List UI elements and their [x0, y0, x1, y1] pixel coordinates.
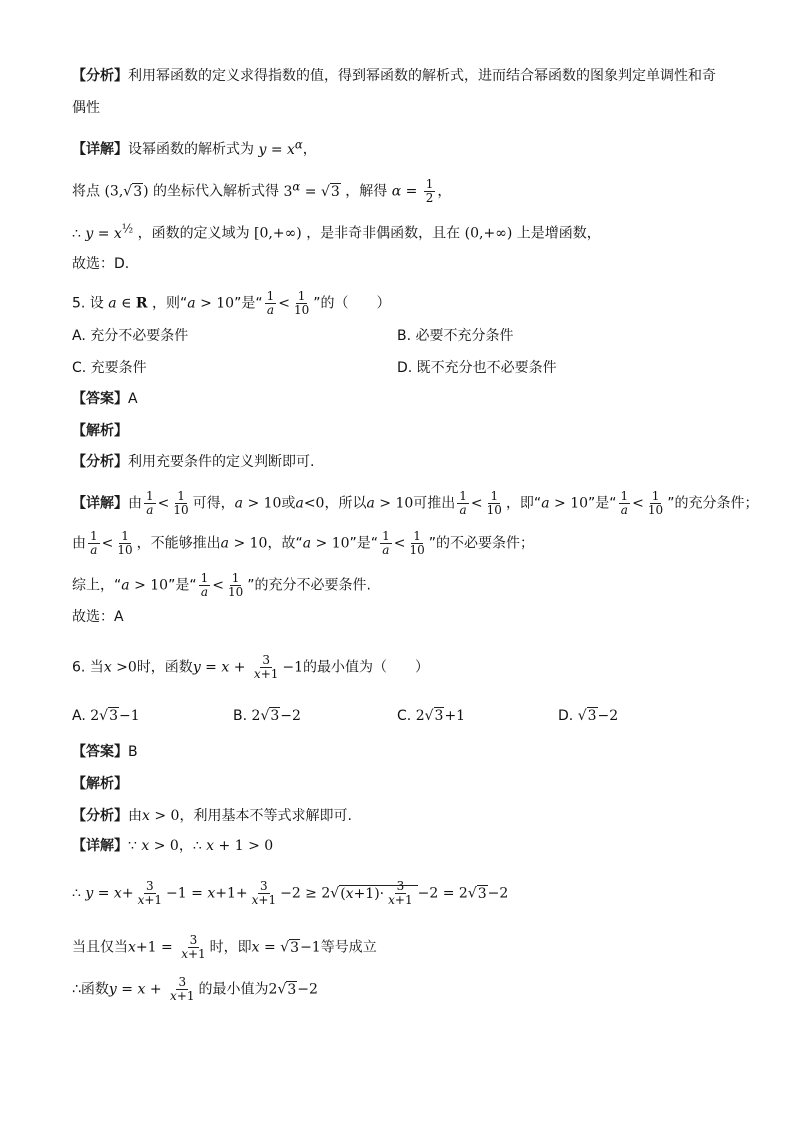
q5-choice: 故选：A: [72, 609, 124, 625]
q5-stem: 5. 设 a ∈ R ，则“a > 10”是“ $\frac{1}{a}$ < $\frac{1}{10}$ ”的（ ）: [72, 289, 391, 317]
q6-analysis: 【分析】由x > 0，利用基本不等式求解即可.: [72, 808, 352, 824]
q6-option-a: A. 2√3−1: [72, 708, 140, 724]
q5-detail-line-3: 综上，“a > 10”是“ $\frac{1}{a}$ < $\frac{1}{10}$ ”的充分不必要条件.: [72, 571, 371, 599]
formula-y-sqrt: ∴ $y = x^{\frac{1}{2}}$: [72, 221, 134, 242]
q6-option-b: B. 2√3−2: [233, 708, 301, 724]
formula-power: $y = x^\alpha$: [258, 137, 303, 158]
q6-detail-line-3: 当且仅当x+1 = $\frac{3}{x+1}$ 时，即x = √3−1等号成立: [72, 933, 377, 961]
q6-option-d: D. √3−2: [558, 708, 619, 724]
point-formula: (3,√3): [104, 183, 149, 200]
q4-detail-line-2: 将点 (3,√3) 的坐标代入解析式得 $3^\alpha = √3$ ，解得 α = $\frac{1}{2}$ ，: [72, 177, 452, 206]
q4-choice: 故选：D.: [72, 256, 130, 272]
q5-option-b: B. 必要不充分条件: [397, 328, 514, 344]
q4-detail-line-3: ∴ $y = x^{\frac{1}{2}}$ ，函数的定义域为 [0,+∞) ，是非奇非偶函数，且在 (0,+∞) 上是增函数，: [72, 221, 601, 242]
q4-analysis-text: 利用幂函数的定义求得指数的值，得到幂函数的解析式，进而结合幂函数的图象判定单调性和奇: [128, 68, 716, 84]
detail-tag: 【详解】: [72, 141, 128, 158]
q6-detail-line-4: ∴函数y = x + $\frac{3}{x+1}$ 的最小值为2√3−2: [72, 975, 318, 1003]
q6-detail-line-2: ∴ y = x+ $\frac{3}{x+1}$ −1 = x+1+ $\frac{3}{x+1}$ −2 ≥ 2√(x+1)· $\frac{3}{x+1}$ −2 = 2√3−2: [72, 879, 509, 907]
q6-stem: 6. 当x >0时，函数y = x + $\frac{3}{x+1}$ −1的最小值为（ ）: [72, 653, 430, 681]
q6-detail-line-1: 【详解】∵ x > 0，∴ x + 1 > 0: [72, 838, 274, 854]
q4-detail-1: 设幂函数的解析式为: [128, 141, 254, 158]
q5-option-c: C. 充要条件: [72, 360, 147, 376]
analysis-tag: 【分析】: [72, 68, 128, 84]
q4-detail-line-1: 【详解】设幂函数的解析式为 $y = x^\alpha$，: [72, 137, 317, 158]
q6-option-c: C. 2√3+1: [397, 708, 466, 724]
q5-solution-tag: 【解析】: [72, 423, 128, 439]
q5-analysis: 【分析】利用充要条件的定义判断即可.: [72, 454, 315, 470]
q6-answer: 【答案】B: [72, 744, 138, 760]
q6-solution-tag: 【解析】: [72, 776, 128, 792]
q5-option-a: A. 充分不必要条件: [72, 328, 189, 344]
q5-detail-line-1: 【详解】由 $\frac{1}{a}$ < $\frac{1}{10}$ 可得，a > 10或a<0，所以a > 10可推出 $\frac{1}{a}$ < $\frac{1}{10}$ ，即“a > 10”是“ $\frac{1}{a}$ < $\frac{1}{10}$ ”的充分条件；: [72, 489, 759, 517]
equation-3-alpha: $3^\alpha = √3$: [283, 179, 340, 200]
q5-detail-line-2: 由 $\frac{1}{a}$ < $\frac{1}{10}$ ，不能够推出a > 10，故“a > 10”是“ $\frac{1}{a}$ < $\frac{1}{10}$ ”的不必要条件；: [72, 529, 534, 557]
q5-answer: 【答案】A: [72, 391, 138, 407]
q4-analysis-line-1: [72, 66, 716, 86]
domain-interval: [0,+∞): [254, 225, 302, 242]
increasing-interval: (0,+∞): [464, 225, 513, 242]
q4-analysis-line-2: 偶性: [72, 100, 100, 116]
fraction-half: $\frac{1}{2}$: [425, 177, 434, 206]
q5-option-d: D. 既不充分也不必要条件: [397, 360, 557, 376]
